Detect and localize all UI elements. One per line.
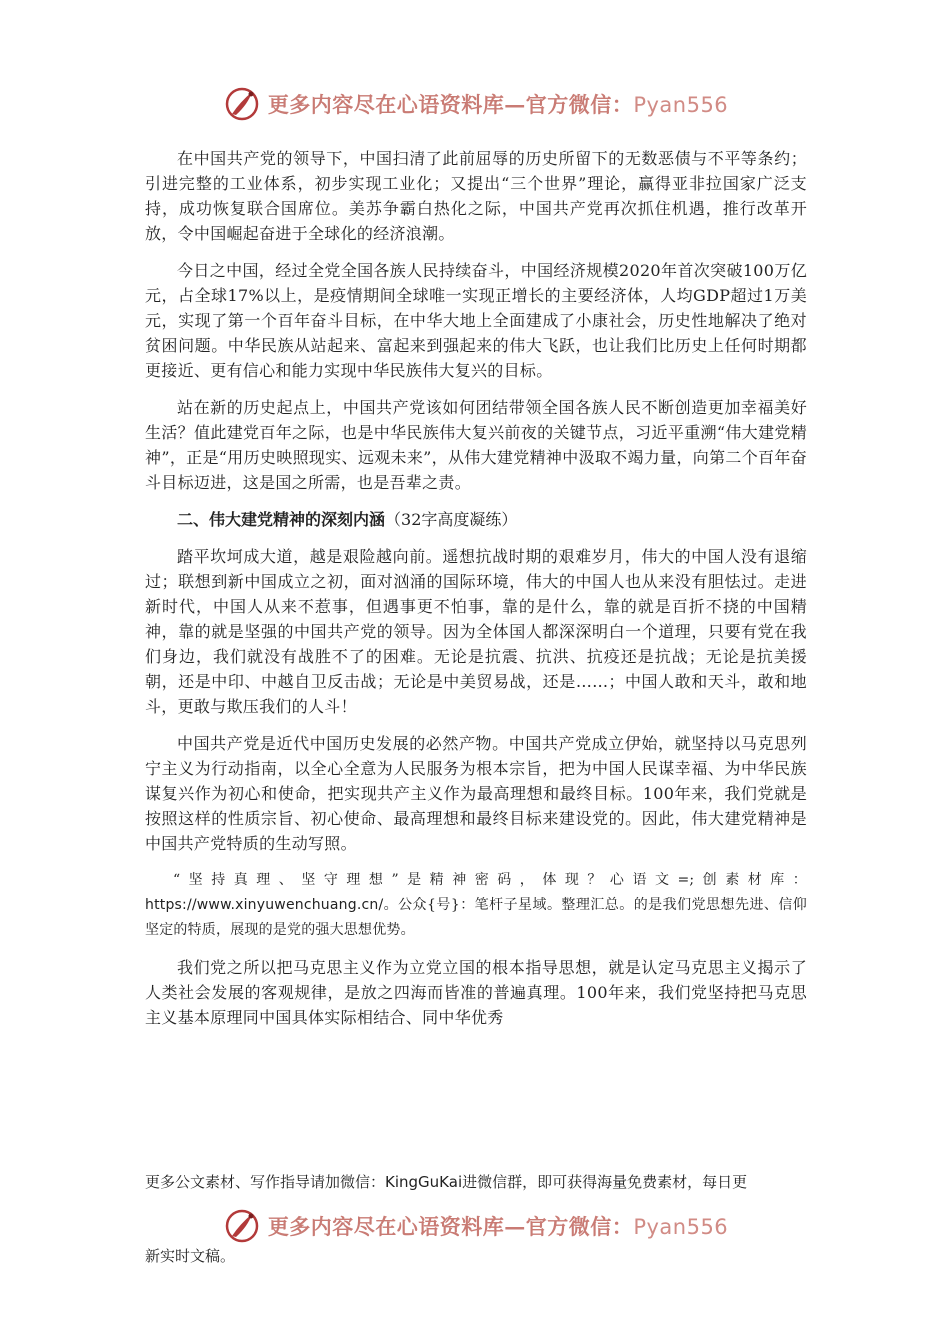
paragraph-last: 我们党之所以把马克思主义作为立党立国的根本指导思想，就是认定马克思主义揭示了人类社会发展的客观规律，是放之四海而皆准的普遍真理。100年来，我们党坚持把马克思主义基本原理同中国具体实际相结合、同中华优秀: [145, 958, 807, 1027]
footer-promo-continued: 新实时文稿。: [145, 1247, 236, 1265]
section-heading: [145, 507, 807, 532]
paragraph-4: 踏平坎坷成大道，越是艰险越向前。遥想抗战时期的艰难岁月，伟大的中国人没有退缩过；联想到新中国成立之初，面对汹涌的国际环境，伟大的中国人也从来没有胆怯过。走进新时代，中国人从来不惹事，但遇事更不怕事，靠的是什么，靠的就是百折不挠的中国精神，靠的就是坚强的中国共产党的领导。因为全体国人都深深明白一个道理，只要有党在我们身边，我们就没有战胜不了的困难。无论是抗震、抗洪、抗疫还是抗战；无论是抗美援朝，还是中印、中越自卫反击战；无论是中美贸易战，还是……；中国人敢和天斗，敢和地斗，更敢与欺压我们的人斗！: [145, 547, 807, 716]
paragraph-2: 今日之中国，经过全党全国各族人民持续奋斗，中国经济规模2020年首次突破100万亿元，占全球17%以上，是疫情期间全球唯一实现正增长的主要经济体，人均GDP超过1万美元，实现了第一个百年奋斗目标，在中华大地上全面建成了小康社会，历史性地解决了绝对贫困问题。中华民族从站起来、富起来到强起来的伟大飞跃，也让我们比历史上任何时期都更接近、更有信心和能力实现中华民族伟大复兴的目标。: [145, 261, 807, 380]
footer-wechat-id: KingGuKai: [385, 1173, 463, 1191]
website-link: https://www.xinyuwenchuang.cn/: [145, 897, 384, 913]
watermark-text-footer: 更多内容尽在心语资料库—官方微信：Pyan556: [267, 1214, 729, 1239]
watermark-header: [0, 84, 950, 124]
watermark-footer: [0, 1206, 950, 1246]
paragraph-1: 在中国共产党的领导下，中国扫清了此前屈辱的历史所留下的无数恶债与不平等条约；引进完整的工业体系，初步实现工业化；又提出“三个世界”理论，赢得亚非拉国家广泛支持，成功恢复联合国席位。美苏争霸白热化之际，中国共产党再次抓住机遇，推行改革开放，令中国崛起奋进于全球化的经济浪潮。: [145, 149, 807, 243]
paragraph-5: 中国共产党是近代中国历史发展的必然产物。中国共产党成立伊始，就坚持以马克思列宁主义为行动指南，以全心全意为人民服务为根本宗旨，把为中国人民谋幸福、为中华民族谋复兴作为初心和使命，把实现共产主义作为最高理想和最终目标。100年来，我们党就是按照这样的性质宗旨、初心使命、最高理想和最终目标来建设党的。因此，伟大建党精神是中国共产党特质的生动写照。: [145, 734, 807, 853]
watermark-text: 更多内容尽在心语资料库—官方微信：Pyan556: [267, 92, 729, 117]
document-body: [145, 146, 807, 1042]
brush-logo-icon: [222, 1206, 262, 1246]
paragraph-3: 站在新的历史起点上，中国共产党该如何团结带领全国各族人民不断创造更加幸福美好生活？值此建党百年之际，也是中华民族伟大复兴前夜的关键节点，习近平重溯“伟大建党精神”，正是“用历史映照现实、远观未来”，从伟大建党精神中汲取不竭力量，向第二个百年奋斗目标迈进，这是国之所需，也是吾辈之责。: [145, 398, 807, 492]
paragraph-mixed: “坚持真理、坚守理想”是精神密码，体现？心语文=;创素材库：https://www.xinyuwenchuang.cn/。公众{号}：笔杆子星域。整理汇总。的是我们党思想先进、信仰坚定的特质，展现的是党的强大思想优势。: [145, 872, 807, 938]
section-heading-note: （32字高度凝练）: [385, 510, 518, 529]
brush-logo-icon: [222, 84, 262, 124]
footer-promo: 更多公文素材、写作指导请加微信：KingGuKai进微信群，即可获得海量免费素材，每日更: [145, 1173, 748, 1191]
section-heading-title: 二、伟大建党精神的深刻内涵: [177, 510, 386, 529]
